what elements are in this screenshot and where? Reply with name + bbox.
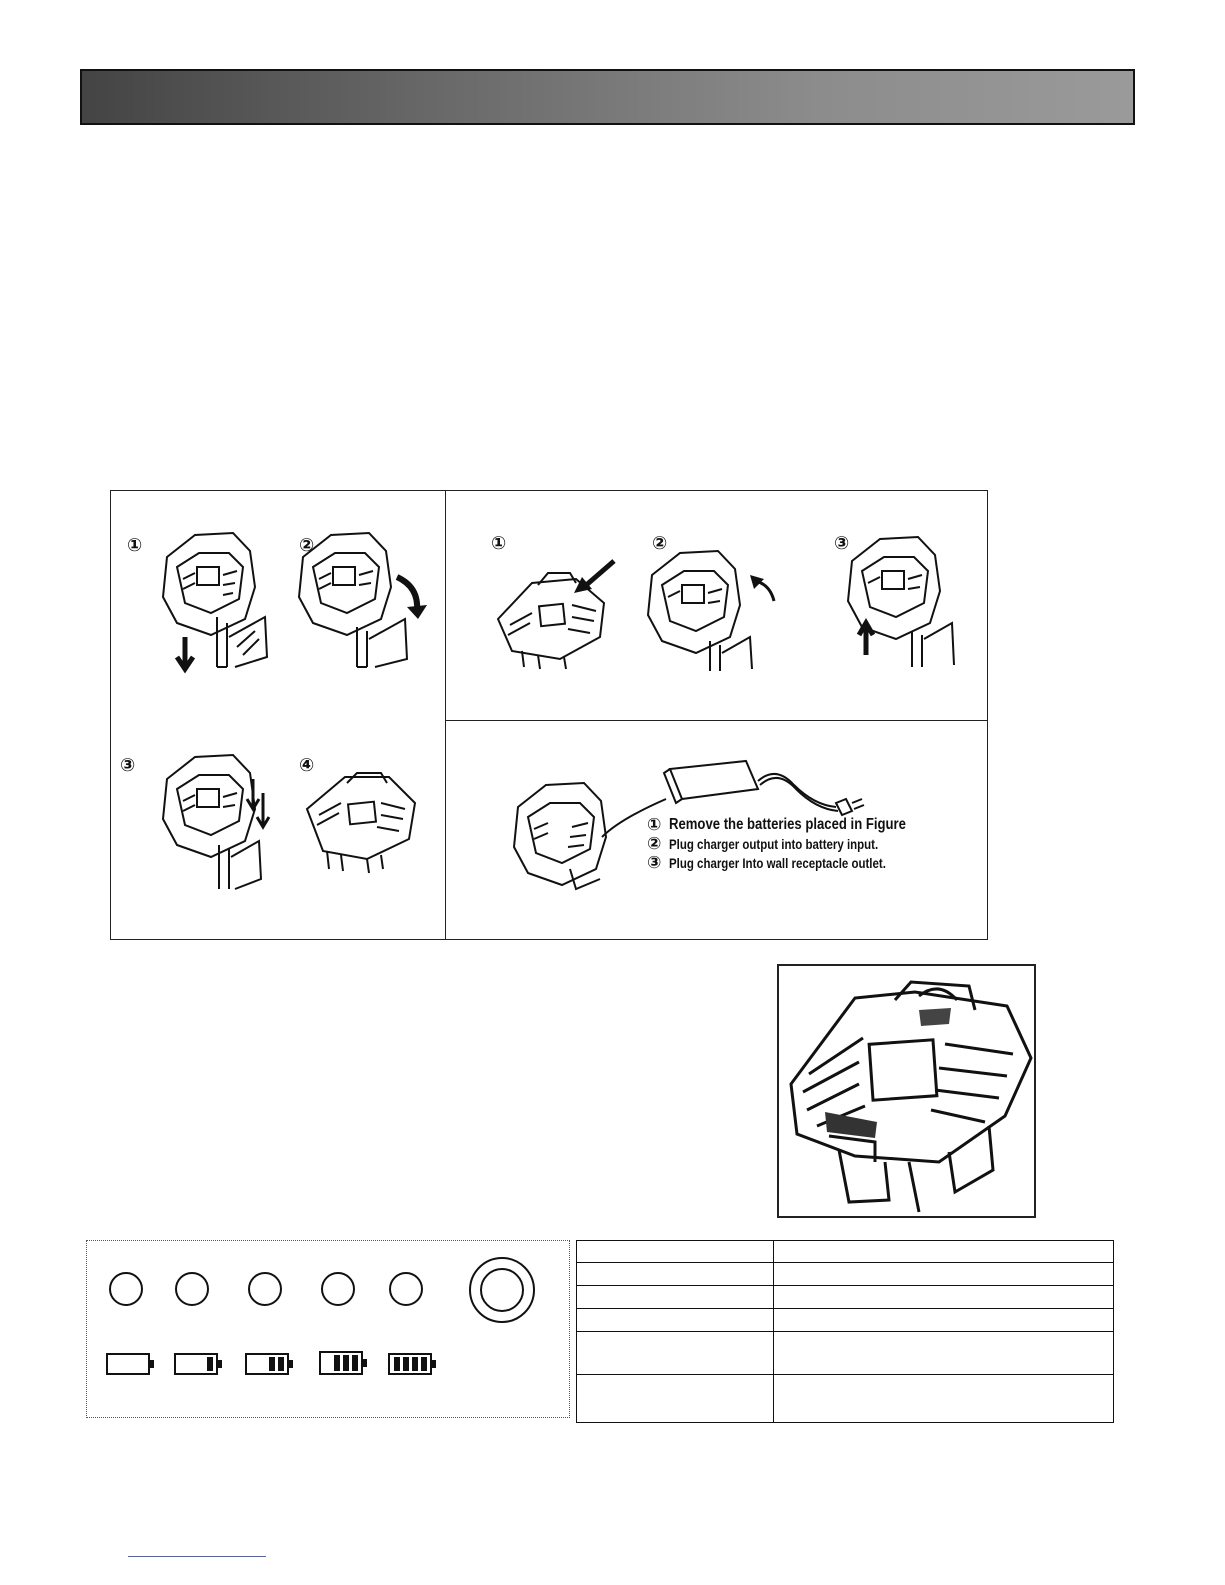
charge-level-led-2 [175, 1272, 209, 1306]
table-cell [577, 1263, 774, 1286]
remove-step-1-marker: ① [491, 533, 507, 554]
footer-link-underline[interactable] [128, 1556, 266, 1557]
table-cell [773, 1286, 1113, 1309]
battery-installed-illustration [297, 755, 427, 879]
lift-battery-illustration [842, 531, 972, 671]
instruction-line-2 [647, 834, 958, 853]
table-cell [773, 1332, 1113, 1375]
specification-table [576, 1240, 1114, 1423]
instruction-number: ③ [647, 852, 662, 873]
charge-level-led-4 [321, 1272, 355, 1306]
instruction-text: Remove the batteries placed in Figure [669, 815, 906, 833]
battery-lock-down-illustration [155, 749, 285, 899]
instruction-line-3 [647, 853, 958, 872]
battery-closeup-illustration [779, 966, 1034, 1216]
table-cell [577, 1286, 774, 1309]
table-cell [577, 1375, 774, 1423]
battery-rotate-illustration [297, 527, 437, 677]
table-row [577, 1332, 1114, 1375]
battery-empty-icon [105, 1351, 157, 1377]
remove-battery-panel [445, 490, 988, 721]
battery-three-bars-icon [318, 1349, 370, 1377]
remove-step-3-marker: ③ [834, 533, 850, 554]
charge-level-led-3 [248, 1272, 282, 1306]
instruction-text: Plug charger Into wall receptacle outlet. [669, 854, 886, 871]
table-row [577, 1241, 1114, 1263]
battery-full-icon [387, 1351, 439, 1377]
remove-step-2-marker: ② [652, 533, 668, 554]
instruction-line-1 [647, 815, 958, 834]
instruction-number: ① [647, 814, 662, 835]
table-row [577, 1309, 1114, 1332]
section-header-bar [80, 69, 1135, 125]
instruction-text: Plug charger output into battery input. [669, 835, 879, 852]
install-step-4-marker: ④ [299, 755, 315, 776]
press-release-button-illustration [492, 553, 632, 673]
install-step-1-marker: ① [127, 535, 143, 556]
table-cell [577, 1241, 774, 1263]
battery-one-bar-icon [173, 1351, 225, 1377]
battery-closeup-frame [777, 964, 1036, 1218]
table-cell [577, 1309, 774, 1332]
table-cell [773, 1309, 1113, 1332]
table-cell [773, 1241, 1113, 1263]
battery-check-button[interactable] [469, 1257, 535, 1323]
table-cell [773, 1263, 1113, 1286]
table-cell [773, 1375, 1113, 1423]
tilt-battery-illustration [646, 545, 786, 675]
charging-instructions [647, 815, 958, 872]
table-row [577, 1375, 1114, 1423]
install-step-3-marker: ③ [120, 755, 136, 776]
battery-slide-down-illustration [155, 527, 275, 677]
instruction-number: ② [647, 833, 662, 854]
battery-indicator-panel [86, 1240, 570, 1418]
battery-check-button-inner [480, 1268, 524, 1312]
table-row [577, 1286, 1114, 1309]
table-row [577, 1263, 1114, 1286]
charge-level-led-1 [109, 1272, 143, 1306]
install-battery-panel [110, 490, 446, 940]
table-cell [577, 1332, 774, 1375]
battery-two-bars-icon [244, 1351, 296, 1377]
install-step-2-marker: ② [299, 535, 315, 556]
charge-level-led-5 [389, 1272, 423, 1306]
